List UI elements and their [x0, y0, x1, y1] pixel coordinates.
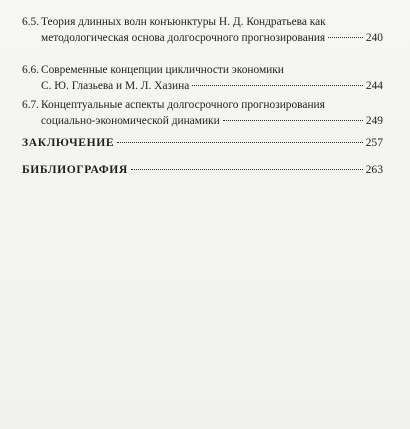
toc-page-number: 240	[365, 32, 383, 44]
toc-page-number: 244	[365, 80, 383, 92]
toc-entry-6-7	[22, 97, 383, 129]
dot-leader	[192, 85, 363, 86]
toc-entry-title: Современные концепции цикличности экономики	[41, 64, 284, 76]
toc-entry-number: 6.7.	[22, 99, 40, 111]
toc-section-title: БИБЛИОГРАФИЯ	[22, 163, 128, 176]
toc-entry-title-continued: С. Ю. Глазьева и М. Л. Хазина	[41, 80, 190, 92]
toc-entry-number: 6.6.	[22, 64, 40, 76]
toc-page-number: 249	[365, 115, 383, 127]
toc-section-conclusion	[22, 135, 383, 151]
dot-leader	[131, 169, 363, 170]
toc-entry-title-continued: социально-экономической динамики	[41, 115, 220, 127]
toc-entry-title-continued: методологическая основа долгосрочного прогнозирования	[41, 32, 326, 44]
dot-leader	[328, 37, 363, 38]
toc-entry-6-6	[22, 62, 383, 94]
toc-section-bibliography	[22, 162, 383, 178]
toc-entry-title: Теория длинных волн конъюнктуры Н. Д. Кондратьева как	[41, 16, 326, 28]
toc-entry-title: Концептуальные аспекты долгосрочного прогнозирования	[41, 99, 325, 111]
toc-entry-6-5	[22, 14, 383, 46]
toc-section-title: ЗАКЛЮЧЕНИЕ	[22, 136, 115, 149]
dot-leader	[223, 120, 363, 121]
toc-page-number: 263	[365, 163, 383, 176]
toc-page-number: 257	[365, 136, 383, 149]
toc-entry-number: 6.5.	[22, 16, 40, 28]
dot-leader	[117, 142, 362, 143]
